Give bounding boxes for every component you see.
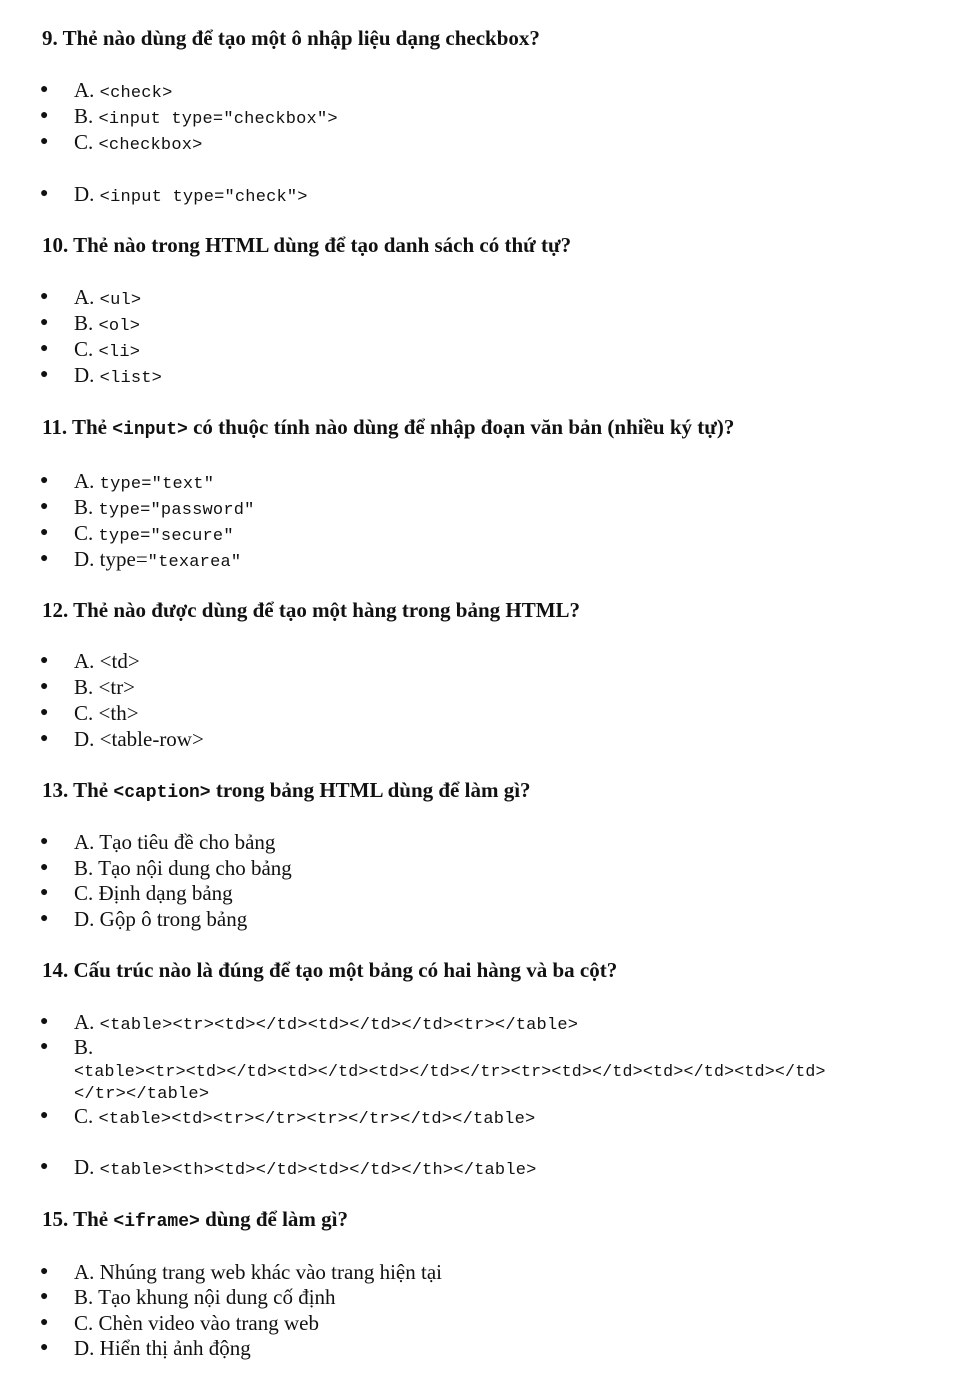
option-letter: C. bbox=[74, 881, 94, 905]
bullet-icon: ● bbox=[40, 885, 49, 900]
bullet-icon: ● bbox=[40, 289, 49, 304]
option-letter: D. bbox=[74, 182, 95, 206]
option-letter: D. bbox=[74, 363, 95, 387]
bullet-icon: ● bbox=[40, 1039, 49, 1054]
bullet-icon: ● bbox=[40, 834, 49, 849]
option-14b-line2 bbox=[74, 1080, 209, 1106]
question-13-title bbox=[42, 778, 531, 803]
option-9c bbox=[40, 130, 203, 157]
title-text: 15. Thẻ bbox=[42, 1207, 114, 1231]
bullet-icon: ● bbox=[40, 82, 49, 97]
option-text: Gộp ô trong bảng bbox=[99, 907, 248, 931]
option-letter: D. bbox=[74, 907, 95, 931]
option-text: Hiển thị ảnh động bbox=[99, 1336, 251, 1360]
title-text: trong bảng HTML dùng để làm gì? bbox=[210, 778, 531, 802]
option-text: <check> bbox=[99, 84, 173, 103]
bullet-icon: ● bbox=[40, 911, 49, 926]
question-14-title: 14. Cấu trúc nào là đúng để tạo một bảng có hai hàng và ba cột? bbox=[42, 958, 618, 982]
option-text: Định dạng bảng bbox=[98, 881, 233, 905]
question-11-title bbox=[42, 415, 734, 440]
title-text: dùng để làm gì? bbox=[199, 1207, 349, 1231]
option-text: <input type="checkbox"> bbox=[98, 110, 338, 129]
option-letter: D. bbox=[74, 1336, 95, 1360]
option-letter: B. bbox=[74, 311, 94, 335]
option-letter: D. bbox=[74, 547, 95, 571]
title-text: có thuộc tính nào dùng để nhập đoạn văn bản (nhiều ký tự)? bbox=[187, 415, 735, 439]
option-letter: A. bbox=[74, 830, 95, 854]
option-letter: C. bbox=[74, 337, 94, 361]
bullet-icon: ● bbox=[40, 525, 49, 540]
option-letter: A. bbox=[74, 1010, 95, 1034]
option-15c bbox=[40, 1311, 319, 1335]
option-13b bbox=[40, 856, 292, 880]
option-text: <table><tr><td></td><td></td><td></td></tr><tr><td></td><td></td><td></td> bbox=[74, 1062, 826, 1081]
option-text: type="secure" bbox=[98, 527, 234, 546]
option-11b bbox=[40, 495, 255, 522]
option-letter: D. bbox=[74, 1155, 95, 1179]
bullet-icon: ● bbox=[40, 1014, 49, 1029]
option-letter: C. bbox=[74, 1104, 94, 1128]
question-15-title bbox=[42, 1207, 348, 1232]
bullet-icon: ● bbox=[40, 1340, 49, 1355]
option-9b bbox=[40, 104, 338, 131]
title-code: <iframe> bbox=[113, 1212, 200, 1232]
option-text: "texarea" bbox=[147, 553, 242, 572]
option-15b bbox=[40, 1285, 336, 1309]
bullet-icon: ● bbox=[40, 315, 49, 330]
bullet-icon: ● bbox=[40, 1159, 49, 1174]
question-12-title: 12. Thẻ nào được dùng để tạo một hàng trong bảng HTML? bbox=[42, 598, 581, 622]
question-10-title: 10. Thẻ nào trong HTML dùng để tạo danh sách có thứ tự? bbox=[42, 233, 572, 257]
option-letter: A. bbox=[74, 285, 95, 309]
option-letter: A. bbox=[74, 469, 95, 493]
option-text: Tạo nội dung cho bảng bbox=[98, 856, 292, 880]
option-text: <tr> bbox=[98, 675, 136, 699]
option-12a bbox=[40, 649, 140, 673]
title-text: 11. Thẻ bbox=[42, 415, 113, 439]
option-letter: B. bbox=[74, 856, 94, 880]
option-text: <ol> bbox=[98, 317, 141, 336]
option-12c bbox=[40, 701, 139, 725]
option-text: type= bbox=[99, 547, 148, 571]
option-text: <ul> bbox=[99, 291, 142, 310]
option-9a bbox=[40, 78, 173, 105]
bullet-icon: ● bbox=[40, 1315, 49, 1330]
option-text: <checkbox> bbox=[98, 136, 203, 155]
bullet-icon: ● bbox=[40, 860, 49, 875]
bullet-icon: ● bbox=[40, 473, 49, 488]
option-text: Nhúng trang web khác vào trang hiện tại bbox=[99, 1260, 442, 1284]
option-text: </tr></table> bbox=[74, 1085, 210, 1104]
option-13c bbox=[40, 881, 233, 905]
bullet-icon: ● bbox=[40, 134, 49, 149]
option-10a bbox=[40, 285, 142, 312]
option-letter: B. bbox=[74, 495, 94, 519]
option-10c bbox=[40, 337, 141, 364]
title-code: <caption> bbox=[113, 783, 211, 803]
option-9d bbox=[40, 182, 308, 209]
bullet-icon: ● bbox=[40, 653, 49, 668]
bullet-icon: ● bbox=[40, 1289, 49, 1304]
bullet-icon: ● bbox=[40, 551, 49, 566]
option-text: <table><th><td></td><td></td></th></table> bbox=[99, 1161, 537, 1180]
option-letter: B. bbox=[74, 104, 94, 128]
option-text: <input type="check"> bbox=[99, 188, 308, 207]
option-11a bbox=[40, 469, 215, 496]
option-14b bbox=[40, 1035, 94, 1059]
option-letter: B. bbox=[74, 675, 94, 699]
option-letter: C. bbox=[74, 521, 94, 545]
option-letter: B. bbox=[74, 1285, 94, 1309]
option-10b bbox=[40, 311, 141, 338]
option-text: <table-row> bbox=[99, 727, 204, 751]
title-text: 13. Thẻ bbox=[42, 778, 114, 802]
option-12b bbox=[40, 675, 136, 699]
bullet-icon: ● bbox=[40, 186, 49, 201]
bullet-icon: ● bbox=[40, 108, 49, 123]
option-letter: A. bbox=[74, 1260, 95, 1284]
bullet-icon: ● bbox=[40, 367, 49, 382]
option-14a bbox=[40, 1010, 579, 1037]
bullet-icon: ● bbox=[40, 1108, 49, 1123]
option-14d bbox=[40, 1155, 537, 1182]
option-text: <td> bbox=[99, 649, 140, 673]
option-14c bbox=[40, 1104, 536, 1131]
option-text: Tạo khung nội dung cố định bbox=[98, 1285, 336, 1309]
bullet-icon: ● bbox=[40, 705, 49, 720]
option-13d bbox=[40, 907, 248, 931]
option-letter: D. bbox=[74, 727, 95, 751]
option-text: type="password" bbox=[98, 501, 255, 520]
bullet-icon: ● bbox=[40, 679, 49, 694]
option-text: <table><td><tr></tr><tr></tr></td></table> bbox=[98, 1110, 536, 1129]
option-letter: A. bbox=[74, 649, 95, 673]
option-13a bbox=[40, 830, 276, 854]
bullet-icon: ● bbox=[40, 499, 49, 514]
option-text: Tạo tiêu đề cho bảng bbox=[99, 830, 276, 854]
bullet-icon: ● bbox=[40, 341, 49, 356]
option-15d bbox=[40, 1336, 251, 1360]
bullet-icon: ● bbox=[40, 731, 49, 746]
option-letter: B. bbox=[74, 1035, 94, 1059]
option-letter: C. bbox=[74, 1311, 94, 1335]
option-11c bbox=[40, 521, 234, 548]
title-code: <input> bbox=[112, 420, 188, 440]
option-letter: A. bbox=[74, 78, 95, 102]
question-9-title: 9. Thẻ nào dùng để tạo một ô nhập liệu dạng checkbox? bbox=[42, 26, 540, 50]
option-text: <li> bbox=[98, 343, 141, 362]
option-letter: C. bbox=[74, 130, 94, 154]
option-15a bbox=[40, 1260, 442, 1284]
option-text: <list> bbox=[99, 369, 163, 388]
option-letter: C. bbox=[74, 701, 94, 725]
option-text: <table><tr><td></td><td></td></td><tr></table> bbox=[99, 1016, 579, 1035]
option-text: <th> bbox=[98, 701, 139, 725]
option-text: type="text" bbox=[99, 475, 215, 494]
option-11d bbox=[40, 547, 242, 574]
option-text: Chèn video vào trang web bbox=[98, 1311, 319, 1335]
option-10d bbox=[40, 363, 163, 390]
bullet-icon: ● bbox=[40, 1264, 49, 1279]
option-12d bbox=[40, 727, 204, 751]
